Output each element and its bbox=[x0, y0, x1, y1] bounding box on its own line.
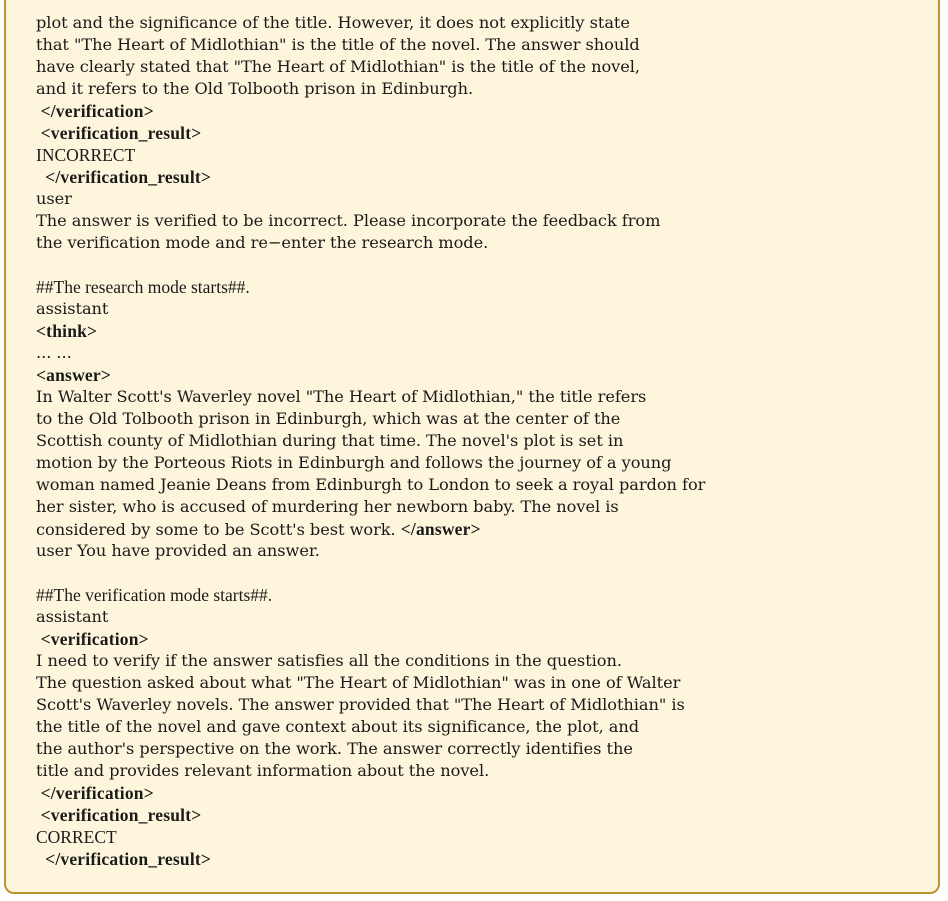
line-text: user bbox=[36, 189, 72, 208]
transcript-line bbox=[36, 254, 936, 276]
transcript-line bbox=[36, 276, 936, 298]
transcript-line bbox=[36, 408, 936, 430]
tag-text: </answer> bbox=[400, 519, 481, 539]
tag-text: </verification_result> bbox=[36, 849, 212, 869]
line-text: have clearly stated that "The Heart of Midlothian" is the title of the novel, bbox=[36, 57, 641, 76]
mode-marker: ##The verification mode starts##. bbox=[36, 585, 273, 605]
transcript-line bbox=[36, 496, 936, 518]
line-text: assistant bbox=[36, 299, 109, 318]
tag-text: <verification_result> bbox=[36, 123, 202, 143]
transcript-line bbox=[36, 188, 936, 210]
transcript-line bbox=[36, 320, 936, 342]
line-text: Scott's Waverley novels. The answer provided that "The Heart of Midlothian" is bbox=[36, 695, 685, 714]
transcript-line bbox=[36, 56, 936, 78]
line-text: In Walter Scott's Waverley novel "The Heart of Midlothian," the title refers bbox=[36, 387, 647, 406]
transcript-line bbox=[36, 474, 936, 496]
line-text: to the Old Tolbooth prison in Edinburgh, which was at the center of the bbox=[36, 409, 621, 428]
transcript-line bbox=[36, 430, 936, 452]
transcript-line bbox=[36, 342, 936, 364]
line-text: I need to verify if the answer satisfies all the conditions in the question. bbox=[36, 651, 622, 670]
line-text: her sister, who is accused of murdering her newborn baby. The novel is bbox=[36, 497, 619, 516]
line-text: motion by the Porteous Riots in Edinburgh and follows the journey of a young bbox=[36, 453, 672, 472]
line-text: the author's perspective on the work. The answer correctly identifies the bbox=[36, 739, 633, 758]
tag-text: </verification> bbox=[36, 101, 154, 121]
line-text: that "The Heart of Midlothian" is the title of the novel. The answer should bbox=[36, 35, 640, 54]
transcript-line bbox=[36, 848, 936, 870]
line-text: user You have provided an answer. bbox=[36, 541, 320, 560]
result-value: INCORRECT bbox=[36, 145, 136, 165]
transcript-line bbox=[36, 518, 936, 540]
transcript-line bbox=[36, 540, 936, 562]
transcript-line bbox=[36, 12, 936, 34]
transcript-line bbox=[36, 386, 936, 408]
transcript-line bbox=[36, 34, 936, 56]
transcript-content bbox=[36, 12, 936, 870]
transcript-line bbox=[36, 650, 936, 672]
line-text: the title of the novel and gave context about its significance, the plot, and bbox=[36, 717, 640, 736]
transcript-line bbox=[36, 78, 936, 100]
transcript-line bbox=[36, 760, 936, 782]
transcript-line bbox=[36, 826, 936, 848]
transcript-line bbox=[36, 166, 936, 188]
transcript-line bbox=[36, 562, 936, 584]
result-value: CORRECT bbox=[36, 827, 117, 847]
tag-text: <answer> bbox=[36, 365, 112, 385]
transcript-line bbox=[36, 584, 936, 606]
transcript-line bbox=[36, 364, 936, 386]
line-text: The answer is verified to be incorrect. Please incorporate the feedback from bbox=[36, 211, 661, 230]
transcript-line bbox=[36, 804, 936, 826]
tag-text: </verification> bbox=[36, 783, 154, 803]
line-text: and it refers to the Old Tolbooth prison in Edinburgh. bbox=[36, 79, 474, 98]
transcript-line bbox=[36, 100, 936, 122]
transcript-line bbox=[36, 144, 936, 166]
transcript-line bbox=[36, 716, 936, 738]
line-text: plot and the significance of the title. However, it does not explicitly state bbox=[36, 13, 630, 32]
line-text: title and provides relevant information about the novel. bbox=[36, 761, 490, 780]
line-text: Scottish county of Midlothian during that time. The novel's plot is set in bbox=[36, 431, 624, 450]
mode-marker: ##The research mode starts##. bbox=[36, 277, 250, 297]
line-text: considered by some to be Scott's best work. bbox=[36, 520, 401, 539]
tag-text: <think> bbox=[36, 321, 98, 341]
tag-text: <verification> bbox=[36, 629, 149, 649]
transcript-line bbox=[36, 738, 936, 760]
transcript-line bbox=[36, 782, 936, 804]
transcript-line bbox=[36, 210, 936, 232]
transcript-line bbox=[36, 694, 936, 716]
line-text: The question asked about what "The Heart of Midlothian" was in one of Walter bbox=[36, 673, 681, 692]
transcript-line bbox=[36, 122, 936, 144]
line-text: ... ... bbox=[36, 343, 72, 362]
tag-text: </verification_result> bbox=[36, 167, 212, 187]
line-text: assistant bbox=[36, 607, 109, 626]
line-text: the verification mode and re−enter the research mode. bbox=[36, 233, 489, 252]
transcript-line bbox=[36, 628, 936, 650]
transcript-line bbox=[36, 298, 936, 320]
transcript-line bbox=[36, 672, 936, 694]
transcript-line bbox=[36, 606, 936, 628]
tag-text: <verification_result> bbox=[36, 805, 202, 825]
line-text: woman named Jeanie Deans from Edinburgh to London to seek a royal pardon for bbox=[36, 475, 706, 494]
transcript-line bbox=[36, 452, 936, 474]
transcript-line bbox=[36, 232, 936, 254]
